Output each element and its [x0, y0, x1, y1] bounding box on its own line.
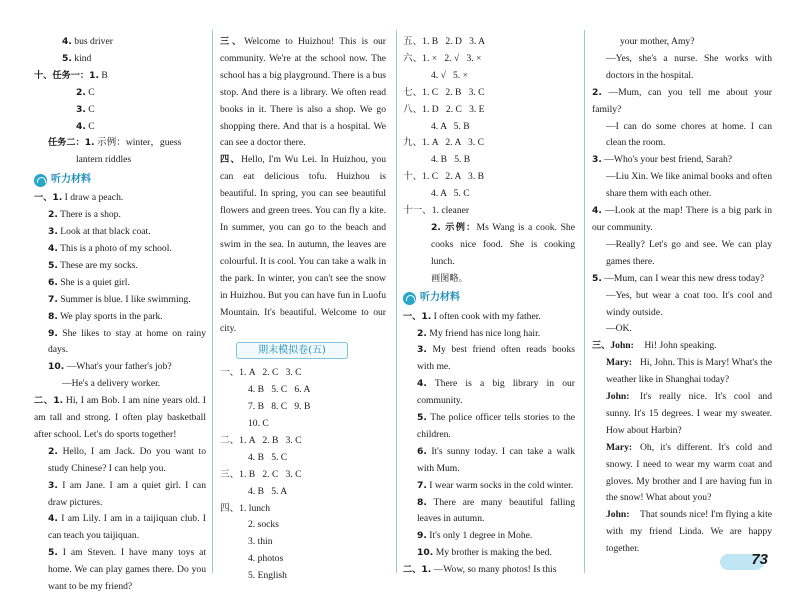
item-number: 6.	[48, 276, 58, 288]
draw-note: 画图略。	[431, 272, 468, 284]
item-text: I am Steven. I have many toys at home. We can play games there. Do you want to be my friend?	[48, 547, 207, 593]
listening-line	[403, 528, 575, 545]
item-text: It's only 1 degree in Mohe.	[429, 530, 533, 542]
listening-line	[403, 545, 575, 562]
answer-line: 4. √ 5. ×	[431, 69, 469, 81]
item-number: 10.	[48, 361, 65, 373]
item-text: She is a quiet girl.	[60, 276, 130, 288]
listening-line	[34, 376, 206, 393]
answer-line: 八、1. D 2. C 3. E	[403, 103, 485, 115]
listening-line	[34, 326, 206, 360]
answer-line: 六、1. × 2. √ 3. ×	[403, 52, 482, 64]
listening-line	[34, 359, 206, 376]
item-text: There are many beautiful falling leaves in autumn.	[417, 496, 575, 525]
dialog-line	[592, 321, 772, 338]
item-text: —Who's your best friend, Sarah?	[604, 154, 733, 166]
listening-line	[34, 444, 206, 478]
item-number: 3.	[592, 154, 602, 166]
item-text: My best friend often reads books with me.	[417, 344, 575, 373]
item-text: —Look at the map! There is a big park in our community.	[592, 205, 772, 233]
answer-line	[34, 102, 206, 119]
answer-line: 3. thin	[248, 536, 273, 548]
item-number: 3.	[48, 479, 58, 491]
item-text: —He's a delivery worker.	[62, 378, 161, 390]
answer-line	[34, 51, 206, 68]
answer-line: 十一、1. cleaner	[403, 205, 470, 217]
listening-line	[403, 562, 575, 579]
answer-line: 五、1. B 2. D 3. A	[403, 36, 486, 47]
answer-line	[34, 152, 206, 169]
answer-line: 10. C	[248, 418, 269, 430]
listening-line	[403, 309, 575, 326]
dialog-text: It's really nice. It's cool and sunny. It's 15 degrees. I wear my sweater. How about Harbin?	[606, 391, 772, 436]
exam-title-badge: 期末模拟卷(五)	[236, 342, 348, 359]
item-text: Look at that black coat.	[60, 226, 151, 238]
listening-line	[34, 292, 206, 309]
item-text: There is a shop.	[60, 209, 121, 221]
item-text: I draw a peach.	[64, 192, 124, 204]
dialog-line: —Yes, she's a nurse. She works with doctors in the hospital.	[606, 52, 772, 81]
item-number: 2.	[592, 86, 602, 98]
item-number: 十、任务一：1.	[34, 69, 100, 81]
item-text: The police officer tells stories to the children.	[417, 412, 576, 440]
dialog-line	[592, 152, 772, 169]
item-text: I often cook with my father.	[433, 310, 541, 322]
answer-line: 4. B 5. C	[248, 451, 288, 463]
item-text: I am Jane. I am a quiet girl. I can draw pictures.	[48, 479, 206, 508]
item-text: C	[88, 86, 95, 98]
item-text: We play sports in the park.	[60, 310, 163, 322]
item-number: 任务二：1.	[48, 137, 95, 149]
item-text: These are my socks.	[60, 259, 138, 271]
dialog-text: Hi, John. This is Mary! What's the weather like in Shanghai today?	[606, 357, 772, 386]
dialog-line	[592, 203, 772, 237]
column-2	[220, 34, 386, 585]
listening-line	[34, 545, 206, 596]
listening-line	[34, 224, 206, 241]
dialog-line	[592, 338, 772, 355]
listening-line	[34, 258, 206, 275]
answer-eleven-2: 2. 示例：Ms Wang is a cook. She cooks nice food. She is cooking lunch.	[431, 221, 575, 267]
item-text: —Yes, but wear a coat too. It's cool and windy outside.	[606, 289, 772, 318]
answer-line: 7. B 8. C 9. B	[248, 401, 311, 413]
item-number: 3.	[417, 344, 427, 356]
item-number: 9.	[417, 530, 427, 542]
speaker-name: John:	[606, 509, 630, 521]
item-number: 三、	[592, 340, 611, 352]
answer-line: 四、1. lunch	[220, 502, 271, 514]
column-1	[34, 34, 206, 596]
page-number-badge	[720, 551, 770, 573]
answer-line: 5. English	[248, 570, 287, 582]
item-text: This is a photo of my school.	[60, 242, 172, 254]
item-number: 8.	[417, 496, 427, 508]
page-number: 73	[751, 551, 768, 568]
answer-line: 4. B 5. B	[431, 154, 471, 166]
dialog-text: Oh, it's different. It's cold and snowy. I need to wear my warm coat and gloves. My brother and I are having fun in the snow! What about you?	[606, 441, 772, 504]
answer-line	[34, 135, 206, 152]
dialog-line	[592, 85, 772, 119]
paragraph-3: 三、Welcome to Huizhou! This is our community. We're at the school now. The school has a big playground. There is a bus stop. And there is a library. We often read books in it. There is also a shop. We go shopping there. And that is a hospital. We can see a doctor there.	[220, 36, 387, 149]
dialog-line	[592, 271, 772, 288]
answer-line: 4. photos	[248, 553, 284, 565]
item-text: kind	[74, 52, 92, 64]
item-number: 2.	[417, 327, 427, 339]
item-text: —What's your father's job?	[66, 361, 172, 373]
listening-line	[403, 342, 575, 376]
item-number: 4.	[417, 378, 427, 390]
item-text: B	[101, 69, 108, 81]
speaker-name: John:	[606, 391, 630, 403]
item-number: 3.	[76, 103, 86, 115]
dialog-line	[592, 440, 772, 508]
listening-line	[34, 309, 206, 326]
item-number: 4.	[76, 120, 86, 132]
listening-line	[403, 410, 575, 444]
listening-line	[34, 207, 206, 224]
dialog-line	[592, 169, 772, 203]
item-text: It's sunny today. I can take a walk with Mum.	[417, 445, 575, 474]
answer-line: 一、1. A 2. C 3. C	[220, 367, 302, 379]
listening-line	[34, 511, 206, 545]
item-text: My brother is making the bed.	[435, 547, 552, 559]
answer-line: 十、1. C 2. A 3. B	[403, 171, 485, 183]
item-text: C	[88, 120, 95, 132]
answer-line: 九、1. A 2. A 3. C	[403, 137, 485, 149]
listening-line	[403, 326, 575, 343]
dialog-line	[592, 355, 772, 389]
column-3	[403, 34, 575, 579]
item-text: —Liu Xin. We like animal books and often share them with each other.	[606, 171, 772, 200]
item-number: 二、1.	[34, 395, 64, 407]
listening-line	[403, 444, 575, 478]
item-number: 9.	[48, 327, 58, 339]
answer-line: 4. B 5. A	[248, 485, 288, 497]
column-4	[592, 34, 772, 558]
item-number: 4.	[592, 205, 602, 217]
item-number: 6.	[417, 445, 427, 457]
paragraph-4: 四、Hello, I'm Wu Lei. In Huizhou, you can eat delicious tofu. Huizhou is beautiful. In spring, you can see beautiful flowers and green trees. You can fly a kite. In summer, you can go to the beach and swim in the sea. In autumn, the leaves are colourful. It is cool. You can take a walk in the park. In winter, you can't see the snow in Huizhou. But you can have fun in Luofu Mountain. It's beautiful. Welcome to our city.	[220, 154, 387, 335]
item-number: 5.	[592, 272, 602, 284]
speaker-name: John:	[610, 340, 634, 352]
answer-line: 三、1. B 2. C 3. C	[220, 468, 302, 480]
listening-line	[403, 495, 575, 529]
item-text: My friend has nice long hair.	[429, 327, 541, 339]
item-number: 8.	[48, 310, 58, 322]
item-number: 2.	[48, 445, 58, 457]
dialog-line	[592, 288, 772, 322]
headphones-icon	[34, 174, 47, 187]
answer-line: 4. A 5. C	[431, 188, 470, 200]
item-text: —Mum, can you tell me about your family?	[592, 86, 772, 115]
column-divider	[396, 30, 397, 573]
answer-line: 4. A 5. B	[431, 120, 470, 132]
section-header-listening	[34, 172, 206, 188]
item-text: 示例：winter，guess	[97, 137, 182, 149]
listening-line	[403, 376, 575, 410]
listening-line	[34, 478, 206, 512]
item-text: Hi, I am Bob. I am nine years old. I am tall and strong. I often play basketball after school. Let's do sports together!	[34, 395, 206, 440]
speaker-name: Mary:	[606, 357, 633, 369]
item-number: 一、1.	[34, 192, 63, 204]
item-number: 一、1.	[403, 310, 432, 322]
item-text: Hello, I am Jack. Do you want to study Chinese? I can help you.	[48, 445, 206, 474]
dialog-text: Hi! John speaking.	[644, 340, 717, 352]
listening-line	[34, 393, 206, 444]
column-divider	[584, 30, 585, 573]
item-number: 10.	[417, 547, 434, 559]
section-header-listening	[403, 291, 575, 307]
item-text: —Mum, can I wear this new dress today?	[604, 272, 765, 284]
item-number: 5.	[62, 52, 72, 64]
item-text: I am Lily. I am in a taijiquan club. I can teach you taijiquan.	[48, 513, 206, 542]
dialog-line	[592, 119, 772, 153]
dialog-line	[592, 237, 772, 271]
item-text: bus driver	[74, 36, 113, 47]
item-number: 5.	[48, 547, 58, 559]
listening-line	[34, 275, 206, 292]
headphones-icon	[403, 292, 416, 305]
item-text: There is a big library in our community.	[417, 378, 575, 407]
section-title: 听力材料	[51, 173, 91, 185]
answer-line	[34, 34, 206, 51]
item-number: 3.	[48, 226, 58, 238]
item-number: 4.	[62, 36, 72, 47]
item-text: I wear warm socks in the cold winter.	[429, 479, 574, 491]
item-text: —I can do some chores at home. I can clean the room.	[606, 120, 772, 149]
column-divider	[212, 30, 213, 573]
dialog-line: your mother, Amy?	[620, 36, 695, 47]
item-text: —OK.	[606, 323, 632, 335]
item-number: 2.	[76, 86, 86, 98]
answer-line	[34, 68, 206, 85]
answer-line: 2. socks	[248, 519, 279, 531]
answer-line	[34, 119, 206, 136]
dialog-line	[592, 389, 772, 440]
listening-line	[403, 478, 575, 495]
answer-line: 二、1. A 2. B 3. C	[220, 434, 302, 446]
item-number: 2.	[48, 209, 58, 221]
answer-line: 七、1. C 2. B 3. C	[403, 86, 485, 98]
dialog-text: That sounds nice! I'm flying a kite with my friend Linda. We are happy together.	[606, 509, 772, 555]
item-text: Summer is blue. I like swimming.	[60, 293, 191, 305]
listening-line	[34, 190, 206, 207]
speaker-name: Mary:	[606, 441, 633, 453]
item-number: 5.	[417, 412, 427, 424]
item-text: —Wow, so many photos! Is this	[433, 564, 557, 576]
item-number: 7.	[48, 293, 58, 305]
answer-line	[34, 85, 206, 102]
item-number: 7.	[417, 479, 427, 491]
item-text: lantern riddles	[76, 154, 132, 166]
item-number: 4.	[48, 242, 58, 254]
section-title: 听力材料	[420, 292, 460, 304]
item-text: —Really? Let's go and see. We can play games there.	[606, 238, 772, 267]
item-text: C	[88, 103, 95, 115]
item-text: She likes to stay at home on rainy days.	[48, 327, 206, 356]
item-number: 二、1.	[403, 564, 432, 576]
listening-line	[34, 241, 206, 258]
item-number: 4.	[48, 513, 58, 525]
answer-line: 4. B 5. C 6. A	[248, 384, 311, 396]
item-number: 5.	[48, 259, 58, 271]
